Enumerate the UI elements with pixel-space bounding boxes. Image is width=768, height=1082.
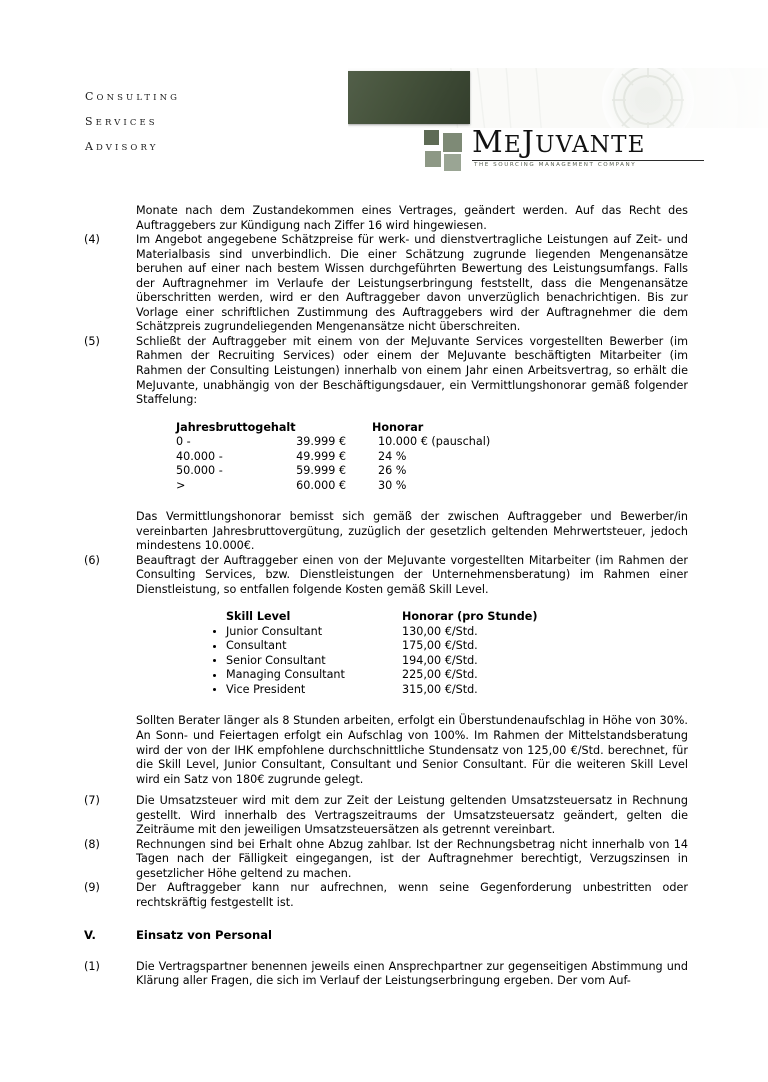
fee-table-row — [176, 479, 768, 494]
clause-paragraph — [0, 233, 768, 335]
logo-name-part2-rest: UVANTE — [535, 132, 646, 158]
fee-table-row — [176, 435, 768, 450]
skill-table-row — [200, 625, 768, 640]
skill-table-header-level: Skill Level — [226, 610, 291, 624]
skill-table-row — [200, 683, 768, 698]
clause-text: Beauftragt der Auftraggeber einen von der MeJuvante vorgestellten Mitarbeiter (im Rahmen der Consulting Services, bzw. Dienstleistungen der Unternehmensberatung) im Rahmen einer Dienstleistung, so entfallen folgende Kosten gemäß Skill Level. — [136, 553, 688, 596]
fee-amount: 24 % — [378, 449, 407, 463]
skill-table-row — [200, 668, 768, 683]
logo-tagline: THE SOURCING MANAGEMENT COMPANY — [474, 162, 637, 168]
spacer — [0, 943, 768, 960]
company-logo — [424, 126, 724, 178]
clause-number: (7) — [84, 794, 100, 808]
skill-level-name: Consultant — [226, 639, 287, 653]
logo-name-part1-rest: E — [503, 132, 522, 158]
spacer — [0, 597, 768, 610]
skill-level-rate: 194,00 €/Std. — [402, 653, 478, 667]
clause-paragraph — [0, 510, 768, 554]
clause-text: Die Vertragspartner benennen jeweils einen Ansprechpartner zur gegenseitigen Abstimmung und Klärung aller Fragen, die sich im Verlauf der Leistungserbringung ergeben. Der vom Auf- — [136, 959, 688, 988]
fee-range-from: 40.000 - — [176, 449, 223, 463]
bullet-icon — [213, 674, 216, 677]
clause-paragraph — [0, 881, 768, 910]
fee-range-from: > — [176, 478, 186, 492]
spacer — [0, 408, 768, 421]
clause-text: Rechnungen sind bei Erhalt ohne Abzug zahlbar. Ist der Rechnungsbetrag nicht innerhalb von 14 Tagen nach der Fälligkeit eingegangen, ist der Auftragnehmer berechtigt, Verzugszinsen in gesetzlicher Höhe geltend zu machen. — [136, 837, 688, 880]
spacer — [0, 697, 768, 714]
clause-number: (8) — [84, 837, 100, 851]
fee-table-header-fee: Honorar — [372, 420, 424, 434]
clause-text: Monate nach dem Zustandekommen eines Vertrages, geändert werden. Auf das Recht des Auftraggebers zur Kündigung nach Ziffer 16 wird hingewiesen. — [136, 204, 688, 232]
clause-number: (4) — [84, 233, 100, 247]
fee-amount: 26 % — [378, 464, 407, 478]
fee-table-row — [176, 450, 768, 465]
service-words-block — [85, 85, 265, 160]
clause-number: (5) — [84, 334, 100, 348]
spacer — [0, 787, 768, 794]
fee-range-to: 60.000 € — [296, 478, 346, 492]
clause-number: (9) — [84, 881, 100, 895]
clause-paragraph — [0, 838, 768, 882]
fee-table-header-salary: Jahresbruttogehalt — [176, 420, 296, 434]
page-header — [0, 0, 768, 200]
service-word-advisory: ADVISORY — [85, 140, 159, 153]
banner-green-block — [348, 71, 470, 124]
service-word-consulting: CONSULTING — [85, 90, 181, 103]
section-number: V. — [84, 927, 96, 942]
fee-range-to: 49.999 € — [296, 449, 346, 463]
spacer — [0, 911, 768, 928]
clause-paragraph — [0, 960, 768, 989]
fee-range-from: 0 - — [176, 435, 191, 449]
clause-text: Das Vermittlungshonorar bemisst sich gemäß der zwischen Auftraggeber und Bewerber/in vereinbarten Jahresbruttovergütung, zuzüglich der gesetzlich geltenden Mehrwertsteuer, jedoch mindestens 10.000€. — [136, 510, 688, 553]
fee-table-row — [176, 464, 768, 479]
spacer — [0, 493, 768, 510]
clause-text: Im Angebot angegebene Schätzpreise für werk- und dienstvertragliche Leistungen auf Zeit- und Materialbasis sind unverbindlich. Die einer Schätzung zugrunde liegenden Mengenansätze beruhen auf einer nach bestem Wissen durchgeführten Bewertung des Leistungsumfangs. Falls der Auftragnehmer im Verlaufe der Leistungserbringung feststellt, dass die Mengenansätze überschritten werden, wird er den Auftraggeber davon unverzüglich benachrichtigen. Bis zur Vorlage einer schriftlichen Zustimmung des Auftraggebers wird der Auftragnehmer die dem Schätzpreis zugrundeliegenden Mengenansätze nicht überschreiten. — [136, 233, 688, 334]
skill-table-row — [200, 639, 768, 654]
fee-range-to: 39.999 € — [296, 435, 346, 449]
clause-text: Schließt der Auftraggeber mit einem von der MeJuvante Services vorgestellten Bewerber (im Rahmen der Recruiting Services) oder einem der MeJuvante beschäftigten Mitarbeiter (im Rahmen der Consulting Leistungen) innerhalb von einem Jahr einen Arbeitsvertrag, so erhält die MeJuvante, unabhängig von der Beschäftigungsdauer, ein Vermittlungshonorar gemäß folgender Staffelung: — [136, 334, 688, 407]
logo-underline — [472, 160, 704, 161]
skill-level-name: Managing Consultant — [226, 668, 345, 682]
fee-range-to: 59.999 € — [296, 464, 346, 478]
clause-text: Die Umsatzsteuer wird mit dem zur Zeit der Leistung geltenden Umsatzsteuersatz in Rechnung gestellt. Wird innerhalb des Vertragszeitraums der Umsatzsteuersatz geändert, gelten die Zeiträume mit den jeweiligen Umsatzsteuersätzen als getrennt vereinbart. — [136, 794, 688, 837]
clause-text: Der Auftraggeber kann nur aufrechnen, wenn seine Gegenforderung unbestritten oder rechtskräftig festgestellt ist. — [136, 881, 688, 909]
document-body — [0, 204, 768, 989]
clause-paragraph — [0, 714, 768, 787]
bullet-icon — [213, 645, 216, 648]
clause-paragraph — [0, 794, 768, 838]
clause-paragraph — [0, 554, 768, 598]
logo-square-bottom-right — [444, 154, 461, 171]
banner-fade — [588, 68, 768, 128]
service-word-services: SERVICES — [85, 115, 158, 128]
logo-square-top-right — [443, 133, 462, 152]
fee-table — [0, 421, 768, 494]
fee-table-header-row — [176, 421, 768, 436]
clause-paragraph — [0, 335, 768, 408]
logo-squares-icon — [424, 130, 466, 170]
clause-number: (6) — [84, 553, 100, 567]
skill-table-header-rate: Honorar (pro Stunde) — [402, 610, 538, 624]
skill-table-row — [200, 654, 768, 669]
skill-level-table — [0, 610, 768, 697]
clause-paragraph — [0, 204, 768, 233]
section-heading — [0, 928, 768, 943]
skill-table-header-row — [200, 610, 768, 625]
section-title: Einsatz von Personal — [136, 927, 273, 942]
fee-amount: 30 % — [378, 478, 407, 492]
logo-square-bottom-left — [425, 151, 441, 167]
skill-level-rate: 130,00 €/Std. — [402, 624, 478, 638]
fee-amount: 10.000 € (pauschal) — [378, 435, 491, 449]
logo-wordmark: MEJUVANTE — [472, 125, 646, 160]
skill-level-name: Junior Consultant — [226, 624, 323, 638]
fee-range-from: 50.000 - — [176, 464, 223, 478]
clause-number: (1) — [84, 959, 100, 973]
skill-level-name: Senior Consultant — [226, 653, 326, 667]
skill-level-rate: 225,00 €/Std. — [402, 668, 478, 682]
header-banner — [348, 68, 768, 128]
logo-square-top-left — [424, 130, 439, 145]
skill-level-name: Vice President — [226, 682, 306, 696]
clause-text: Sollten Berater länger als 8 Stunden arbeiten, erfolgt ein Überstundenaufschlag in Höhe von 30%. An Sonn- und Feiertagen erfolgt ein Aufschlag von 100%. Im Rahmen der Mittelstandsberatung wird der von der IHK empfohlene durchschnittliche Stundensatz von 125,00 €/Std. berechnet, für die Skill Level, Junior Consultant, Consultant und Senior Consultant. Für die weiteren Skill Level wird ein Satz von 180€ zugrunde gelegt. — [136, 714, 688, 786]
skill-level-rate: 175,00 €/Std. — [402, 639, 478, 653]
skill-level-rate: 315,00 €/Std. — [402, 682, 478, 696]
